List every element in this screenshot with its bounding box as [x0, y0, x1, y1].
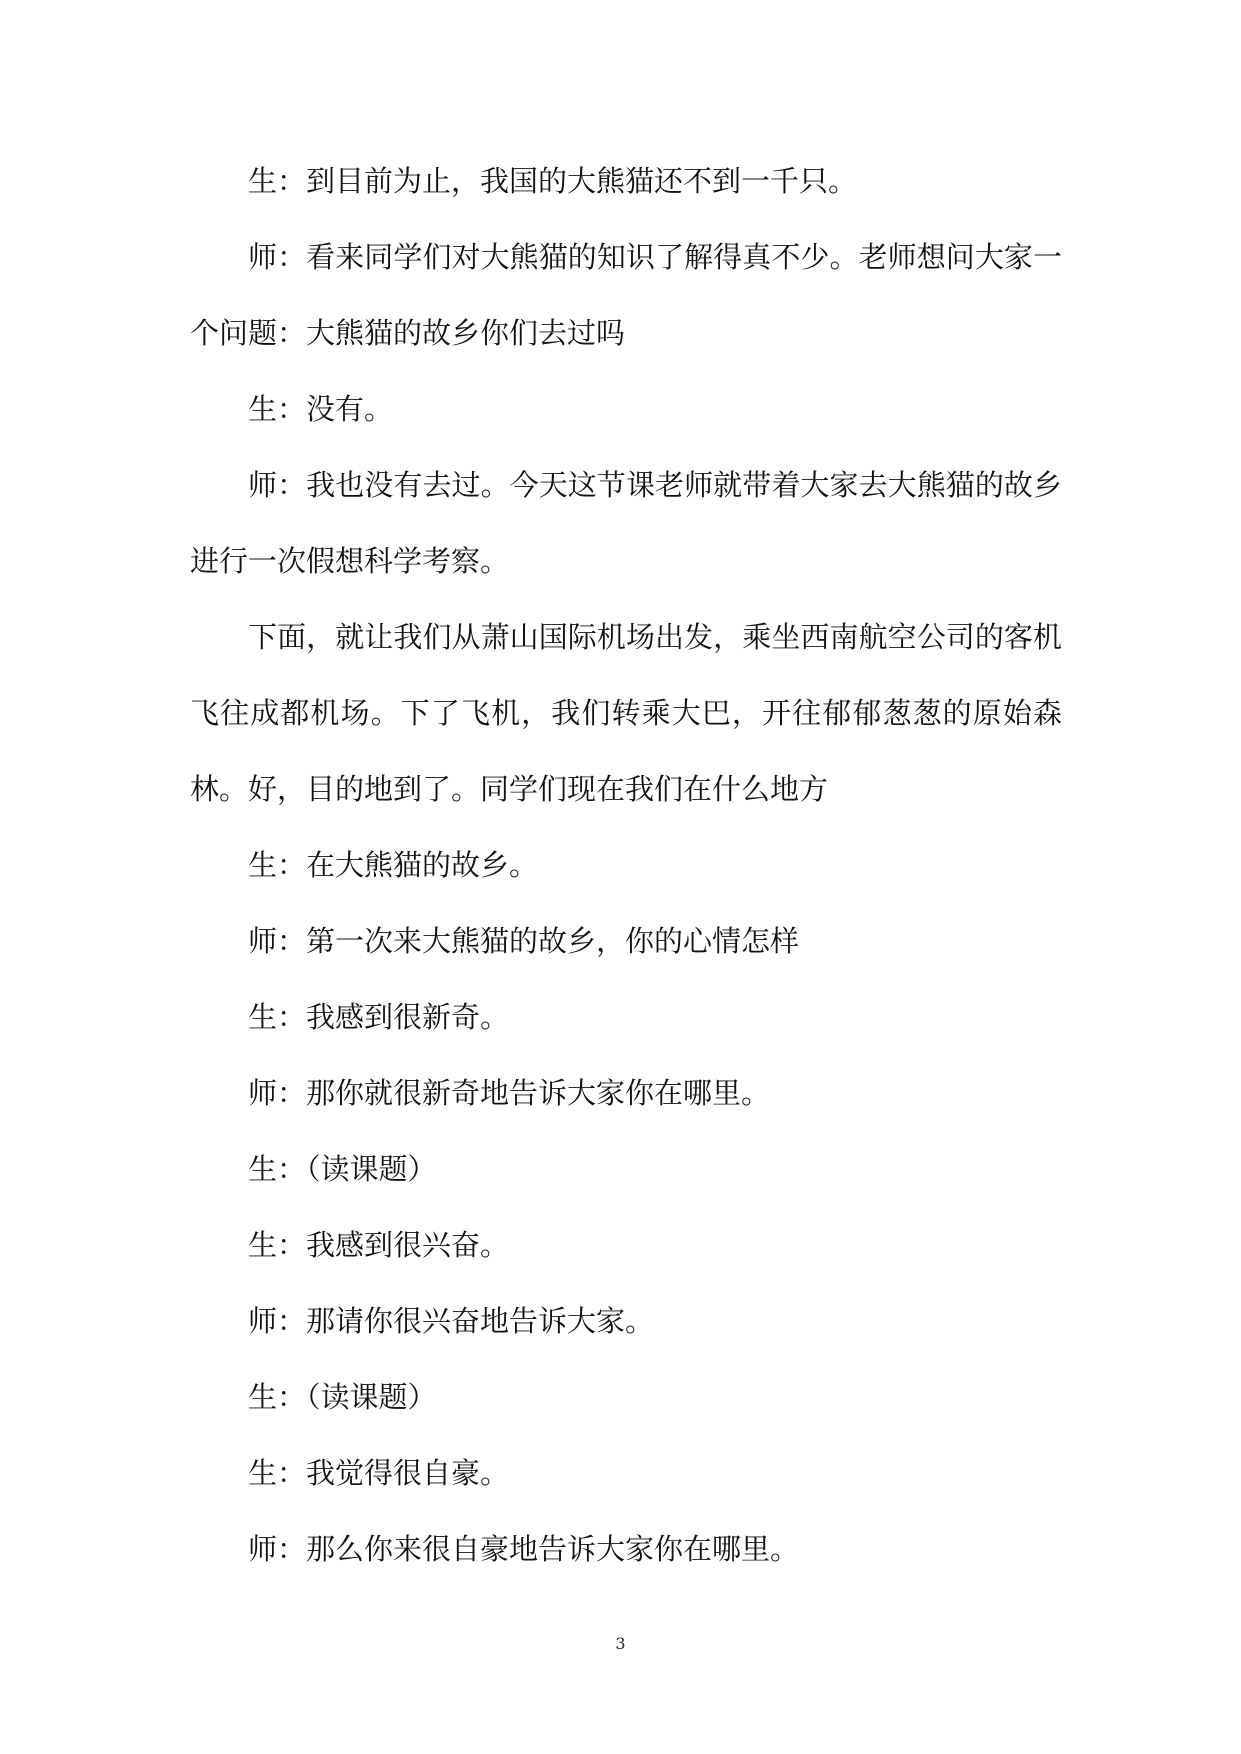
paragraph: 生：我感到很兴奋。	[248, 1228, 510, 1262]
paragraph: 生：我感到很新奇。	[248, 1000, 510, 1034]
paragraph: 下面，就让我们从萧山国际机场出发，乘坐西南航空公司的客机飞往成都机场。下了飞机，我们转乘大巴，开往郁郁葱葱的原始森林。好，目的地到了。同学们现在我们在什么地方	[190, 620, 1062, 806]
paragraph: 师：第一次来大熊猫的故乡，你的心情怎样	[248, 924, 800, 958]
paragraph: 师：那请你很兴奋地告诉大家。	[248, 1304, 655, 1338]
paragraph: 师：我也没有去过。今天这节课老师就带着大家去大熊猫的故乡进行一次假想科学考察。	[190, 468, 1062, 578]
paragraph: 师：那么你来很自豪地告诉大家你在哪里。	[248, 1532, 800, 1566]
page-number: 3	[615, 1634, 626, 1653]
paragraph: 生：我觉得很自豪。	[248, 1456, 510, 1490]
paragraph: 生：没有。	[248, 392, 394, 426]
paragraph: 生：在大熊猫的故乡。	[248, 848, 539, 882]
paragraph: 师：看来同学们对大熊猫的知识了解得真不少。老师想问大家一个问题：大熊猫的故乡你们去过吗	[190, 240, 1062, 350]
text-body	[190, 143, 1062, 1587]
paragraph: 生：（读课题）	[248, 1152, 437, 1186]
paragraph: 生：到目前为止，我国的大熊猫还不到一千只。	[248, 164, 858, 198]
paragraph: 生：（读课题）	[248, 1380, 437, 1414]
paragraph: 师：那你就很新奇地告诉大家你在哪里。	[248, 1076, 771, 1110]
